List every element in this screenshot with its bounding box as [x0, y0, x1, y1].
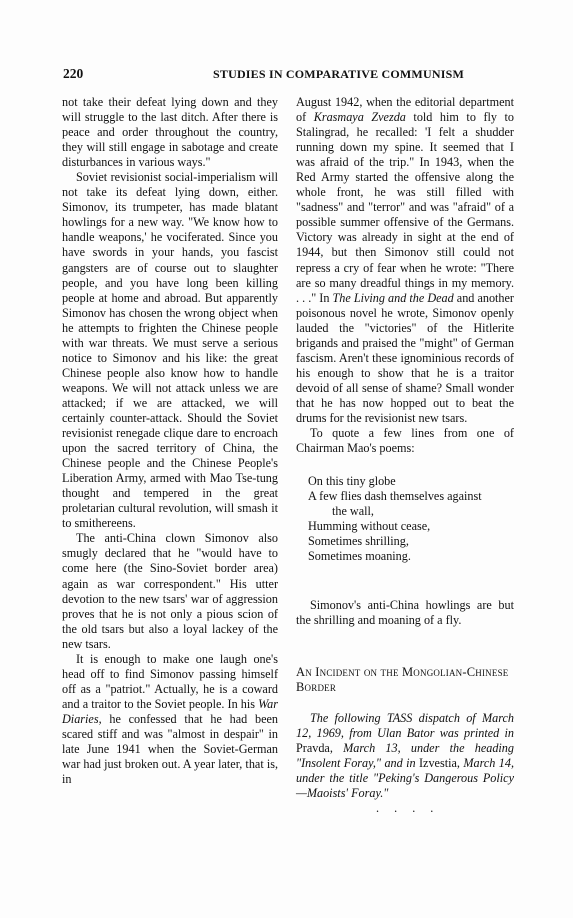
poem-line: Sometimes shrilling,: [308, 534, 409, 549]
poem-line: Sometimes moaning.: [308, 549, 411, 564]
paragraph-5-text-c: and another poisonous novel he wrote, Simonov openly lauded the "victories" of the Hitlerite brigands and praised the "might" of German fascism. Aren't these ignominious records of his enough to show that he is a traitor devoid of all sense of shame? Small wonder that he has now hopped out to beat the drums for the revisionist new tsars.: [296, 290, 514, 425]
poem-line: Humming without cease,: [308, 519, 431, 534]
paragraph-5-text-b: told him to fly to Stalingrad, he recalled: 'I felt a shudder running down my spine. It seemed that I was afraid of the trip." In 1943, when the Red Army started the offensive along the whole front, he was still filled with "sadness" and "terror" and was "afraid" of a possible summer offensive of the Germans. Victory was already in sight at the end of 1944, but then Simonov still could not repress a cry of fear when he wrote: "There are so many dreadful things in my memory. . . ." In: [296, 110, 515, 305]
paragraph-6: To quote a few lines from one of Chairman Mao's poems:: [296, 426, 514, 456]
section-intro-text-c: March 14, under the title "Peking's Dangerous Policy—Maoists' Foray.": [296, 755, 514, 800]
left-column: [62, 95, 278, 787]
paragraph-5: [296, 95, 514, 426]
section-intro: [296, 711, 514, 801]
pravda-title: Pravda,: [296, 740, 333, 755]
running-title: STUDIES IN COMPARATIVE COMMUNISM: [213, 67, 464, 81]
ellipsis-dots: . . . .: [376, 800, 440, 815]
izvestia-title: Izvestia,: [418, 755, 460, 770]
page-header: [63, 66, 518, 84]
poem-line: On this tiny globe: [308, 474, 396, 489]
paragraph-3: The anti-China clown Simonov also smugly declared that he "would have to come here (the Sino-Soviet border area) again as war correspondent." His utter devotion to the new tsars' war of aggression proves that he is not only a pious scion of the old tsars but also a loyal lackey of the new tsars.: [62, 531, 278, 651]
paragraph-4-text-b: he confessed that he had been scared stiff and was "almost in despair" in late June 1941 when the Soviet-German war had just broken out. A year later, that is, in: [62, 711, 278, 787]
paragraph-2: Soviet revisionist social-imperialism will not take its defeat lying down, either. Simonov, its trumpeter, has made blatant howlings for a new way. "We know how to handle weapons,' he vociferated. Since you have swords in your hands, you fascist gangsters are of course out to slaughter people, and you have long been killing people at home and abroad. But apparently Simonov has chosen the wrong object when he attempts to frighten the Chinese people with war threats. We must serve a serious notice to Simonov and his like: the great Chinese people also know how to handle weapons. We will not attack unless we are attacked; if we are attacked, we will certainly counter-attack. Should the Soviet revisionist renegade clique dare to encroach upon the sacred territory of China, the Chinese people and the Chinese People's Liberation Army, armed with Mao Tse-tung thought and tempered in the great proletarian cultural revolution, will smash it to smithereens.: [62, 170, 278, 531]
section-heading: An Incident on the Mongolian-Chinese Border: [296, 664, 509, 694]
paragraph-1: not take their defeat lying down and they will struggle to the last ditch. After there is peace and order throughout the country, they will still engage in sabotage and create disturbances in various ways.": [62, 95, 278, 170]
page-number: 220: [63, 66, 84, 81]
living-and-dead-title: The Living and the Dead: [332, 290, 454, 305]
poem-quote: [308, 474, 514, 564]
poem-line: A few flies dash themselves against: [308, 489, 482, 504]
war-diaries-title: War Diaries,: [62, 696, 278, 726]
right-column: [296, 95, 514, 816]
paragraph-4: [62, 652, 278, 787]
paragraph-7: Simonov's anti-China howlings are but the shrilling and moaning of a fly.: [296, 598, 514, 628]
krasmaya-zvezda-title: Krasmaya Zvezda: [313, 110, 406, 125]
paragraph-4-text-a: It is enough to make one laugh one's head off to find Simonov passing himself off as a "patriot." Actually, he is a coward and a traitor to the Soviet people. In his: [62, 651, 278, 711]
paragraph-5-text-a: August 1942, when the editorial department of: [296, 95, 514, 125]
poem-line: the wall,: [332, 504, 374, 519]
section-intro-text-b: March 13, under the heading "Insolent Foray," and in: [296, 740, 514, 770]
section-intro-text-a: The following TASS dispatch of March 12, 1969, from Ulan Bator was printed in: [296, 710, 514, 740]
